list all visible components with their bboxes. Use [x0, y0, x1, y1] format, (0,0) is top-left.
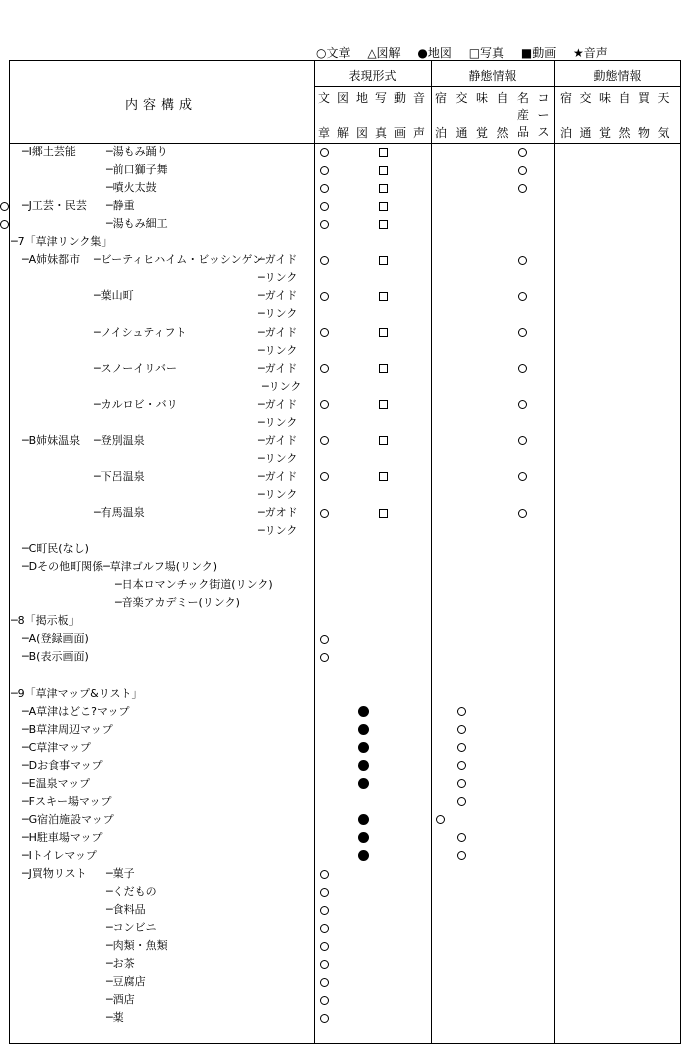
column-header-static_cols-4: 産	[516, 108, 529, 122]
static-info-circle-icon	[457, 707, 466, 716]
page-title: 内容構成	[125, 98, 198, 113]
row-label: ─菓子	[106, 867, 135, 880]
column-header-static_cols-0: 宿	[434, 91, 447, 105]
column-header-dynamic_cols-4: 物	[637, 126, 650, 140]
row-label: ─くだもの	[106, 885, 157, 899]
column-header-expr_cols-2: 図	[355, 126, 368, 140]
row-label: ─リンク	[258, 307, 298, 321]
text-circle-icon	[320, 942, 329, 951]
row-label: ─リンク	[258, 524, 298, 538]
row-label: ─E温泉マップ	[22, 776, 91, 790]
row-label: ─カルロビ・バリ	[94, 397, 178, 411]
text-circle-icon	[320, 166, 329, 175]
text-circle-icon	[320, 148, 329, 157]
legend-audio: ★音声	[573, 46, 608, 60]
column-header-dynamic_cols-0: 宿	[559, 91, 572, 105]
row-label: ─ガイド	[258, 361, 298, 375]
text-circle-icon	[320, 220, 329, 229]
legend-map: ●地図	[417, 46, 452, 60]
column-header-dynamic_cols-3: 自	[618, 91, 631, 105]
row-label: ─ガイド	[258, 469, 298, 483]
row-label: ─日本ロマンチック街道(リンク)	[115, 578, 273, 592]
photo-square-icon	[379, 364, 388, 373]
row-label: ─A姉妹都市	[22, 253, 81, 267]
row-label: ─ガイド	[258, 397, 298, 411]
column-header-static_cols-3: 自	[496, 91, 509, 105]
column-header-static_cols-2: 味	[475, 91, 488, 105]
row-label: ─A草津はどこ?マップ	[22, 704, 130, 718]
row-label: ─豆腐店	[106, 975, 146, 989]
row-label: ─前口獅子舞	[106, 163, 168, 177]
column-header-dynamic_cols-1: 通	[579, 126, 592, 140]
row-label: ─B草津周辺マップ	[22, 722, 113, 736]
row-label: ─C町民(なし)	[22, 542, 89, 556]
text-circle-icon	[320, 202, 329, 211]
row-label: ─J買物リスト	[22, 867, 87, 880]
text-circle-icon	[320, 653, 329, 662]
row-label: ─リンク	[258, 487, 298, 501]
column-header-static_cols-1: 交	[455, 91, 468, 105]
row-label: ─リンク	[258, 451, 298, 465]
photo-square-icon	[379, 436, 388, 445]
row-label: ─音楽アカデミー(リンク)	[115, 596, 240, 610]
row-label: ─登別温泉	[94, 433, 145, 447]
row-label: ─J工芸・民芸	[22, 199, 87, 213]
photo-square-icon	[379, 472, 388, 481]
column-header-dynamic_cols-4: 買	[637, 91, 650, 105]
column-header-expr_cols-0: 章	[317, 126, 330, 140]
column-header-static_cols-2: 覚	[475, 126, 488, 140]
photo-square-icon	[379, 292, 388, 301]
row-label: ─G宿泊施設マップ	[22, 812, 114, 826]
row-label: ─Fスキー場マップ	[22, 794, 112, 808]
text-circle-icon	[320, 328, 329, 337]
row-label: ─お茶	[106, 957, 135, 971]
column-header-dynamic_cols-1: 交	[579, 91, 592, 105]
divider	[9, 143, 681, 144]
text-circle-icon	[320, 888, 329, 897]
static-info-circle-icon	[518, 166, 527, 175]
column-header-expr_cols-4: 画	[393, 126, 406, 140]
row-label: ─リンク	[258, 343, 298, 357]
photo-square-icon	[379, 328, 388, 337]
static-info-circle-icon	[518, 148, 527, 157]
row-label: ─9「草津マップ&リスト」	[11, 686, 143, 700]
column-header-expr_cols-5: 音	[412, 91, 425, 105]
row-label: ─下呂温泉	[94, 469, 145, 483]
row-label: ─食料品	[106, 903, 146, 917]
row-label: ─7「草津リンク集」	[11, 235, 113, 249]
divider	[314, 86, 681, 87]
column-header-static_cols-1: 通	[455, 126, 468, 140]
row-label: ─リンク	[258, 271, 298, 285]
text-circle-icon	[320, 924, 329, 933]
column-header-expr_cols-4: 動	[393, 91, 406, 105]
static-info-circle-icon	[518, 184, 527, 193]
row-label: ─ガイド	[258, 325, 298, 339]
static-info-circle-icon	[0, 202, 9, 211]
row-label: ─薬	[106, 1011, 124, 1025]
row-label: ─ガオド	[258, 506, 298, 519]
row-label: ─ノイシュティフト	[94, 325, 187, 339]
legend	[316, 44, 621, 61]
column-header-static_cols-5: コ	[537, 91, 550, 105]
photo-square-icon	[379, 166, 388, 175]
column-header-dynamic_cols-2: 味	[598, 91, 611, 105]
photo-square-icon	[379, 202, 388, 211]
text-circle-icon	[320, 1014, 329, 1023]
legend-photo: □写真	[468, 46, 505, 60]
row-label: ─Dお食事マップ	[22, 758, 103, 772]
row-label: ─葉山町	[94, 289, 134, 303]
row-label: ─B(表示画面)	[22, 650, 89, 664]
column-header-dynamic_cols-5: 天	[657, 91, 670, 105]
column-header-expr_cols-3: 真	[374, 126, 387, 140]
legend-video: ■動画	[520, 46, 557, 60]
divider	[554, 60, 555, 1044]
text-circle-icon	[320, 184, 329, 193]
column-header-expr_cols-1: 解	[336, 126, 349, 140]
row-label: ─湯もみ踊り	[106, 145, 168, 158]
text-circle-icon	[320, 996, 329, 1005]
text-circle-icon	[320, 635, 329, 644]
photo-square-icon	[379, 220, 388, 229]
divider	[431, 60, 432, 1044]
column-header-static_cols-4: 名	[516, 91, 529, 105]
column-header-dynamic_cols-5: 気	[657, 126, 670, 140]
static-info-circle-icon	[518, 256, 527, 265]
legend-text: ○文章	[316, 46, 351, 60]
column-header-dynamic_cols-0: 泊	[559, 126, 572, 140]
group-header-static: 静態情報	[468, 69, 517, 83]
text-circle-icon	[320, 960, 329, 969]
row-label: ─静重	[106, 199, 135, 213]
column-header-expr_cols-3: 写	[374, 91, 387, 105]
row-label: ─Dその他町関係─草津ゴルフ場(リンク)	[22, 560, 218, 574]
row-label: ─酒店	[106, 993, 135, 1007]
row-label: ─C草津マップ	[22, 740, 91, 754]
column-header-dynamic_cols-3: 然	[618, 126, 631, 140]
row-label: ─有馬温泉	[94, 506, 145, 519]
legend-diagram: △図解	[367, 46, 401, 60]
row-label: ─スノーイリバー	[94, 361, 177, 375]
text-circle-icon	[320, 870, 329, 879]
column-header-static_cols-5: ス	[537, 125, 550, 139]
group-header-expression: 表現形式	[348, 69, 397, 83]
text-circle-icon	[320, 509, 329, 518]
row-label: ─ガイド	[258, 433, 298, 447]
row-label: ─湯もみ細工	[106, 217, 168, 231]
row-label: ─リンク	[258, 415, 298, 429]
static-info-circle-icon	[518, 509, 527, 518]
map-dot-icon	[358, 706, 369, 717]
text-circle-icon	[320, 292, 329, 301]
photo-square-icon	[379, 400, 388, 409]
column-header-static_cols-0: 泊	[434, 126, 447, 140]
column-header-static_cols-5: ー	[537, 108, 550, 122]
column-header-expr_cols-1: 図	[336, 91, 349, 105]
row-label: ─B姉妹温泉	[22, 433, 81, 447]
group-header-dynamic: 動態情報	[593, 69, 642, 83]
static-info-circle-icon	[0, 220, 9, 229]
row-label: ─ビーティヒハイム・ビッシンゲン	[94, 253, 264, 267]
text-circle-icon	[320, 978, 329, 987]
row-label: ─リンク	[262, 379, 302, 393]
text-circle-icon	[320, 256, 329, 265]
column-header-expr_cols-2: 地	[355, 91, 368, 105]
row-label: ─ガイド	[258, 253, 298, 267]
column-header-expr_cols-0: 文	[317, 91, 330, 105]
row-label: ─H駐車場マップ	[22, 830, 103, 844]
column-header-static_cols-4: 品	[516, 125, 529, 139]
row-label: ─8「掲示板」	[11, 614, 80, 628]
text-circle-icon	[320, 906, 329, 915]
row-label: ─コンビニ	[106, 921, 157, 935]
static-info-circle-icon	[518, 328, 527, 337]
row-label: ─肉類・魚類	[106, 939, 168, 953]
column-header-static_cols-3: 然	[496, 126, 509, 140]
row-label: ─噴火太鼓	[106, 181, 157, 195]
row-label: ─I郷土芸能	[22, 145, 76, 158]
photo-square-icon	[379, 184, 388, 193]
column-header-expr_cols-5: 声	[412, 126, 425, 140]
photo-square-icon	[379, 148, 388, 157]
column-header-dynamic_cols-2: 覚	[598, 126, 611, 140]
row-label: ─Iトイレマップ	[22, 848, 97, 862]
photo-square-icon	[379, 509, 388, 518]
static-info-circle-icon	[518, 292, 527, 301]
divider	[314, 60, 315, 1044]
row-label: ─A(登録画面)	[22, 632, 89, 646]
photo-square-icon	[379, 256, 388, 265]
row-label: ─ガイド	[258, 289, 298, 303]
